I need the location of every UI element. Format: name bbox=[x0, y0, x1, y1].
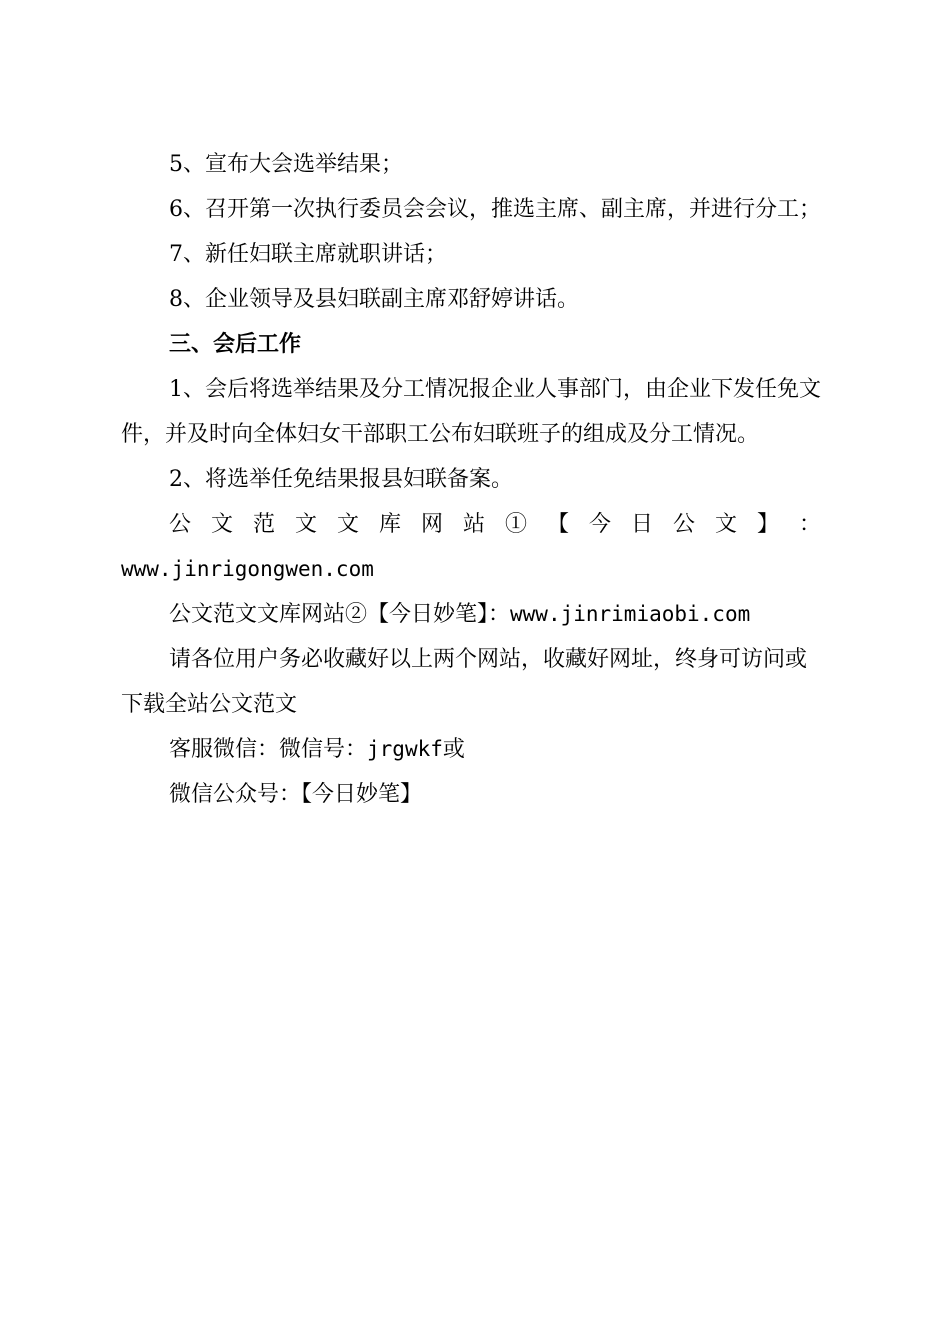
post-meeting-item-1: 1、会后将选举结果及分工情况报企业人事部门，由企业下发任免文件，并及时向全体妇女干部职工公布妇联班子的组成及分工情况。 bbox=[121, 377, 821, 447]
service-suffix: 或 bbox=[442, 737, 465, 762]
document-body bbox=[121, 142, 821, 817]
site2-label: 公文范文文库网站②【今日妙笔】： bbox=[169, 602, 511, 627]
public-account-line: 微信公众号：【今日妙笔】 bbox=[169, 782, 423, 807]
item-6: 6、召开第一次执行委员会会议，推选主席、副主席，并进行分工； bbox=[169, 197, 821, 222]
customer-service-line bbox=[121, 727, 821, 772]
site1-url-line bbox=[121, 547, 821, 592]
item-7: 7、新任妇联主席就职讲话； bbox=[169, 242, 447, 267]
site2-line bbox=[121, 592, 821, 637]
site2-url-link[interactable]: www.jinrimiaobi.com bbox=[510, 602, 751, 626]
site1-label: 公 文 范 文 文 库 网 站 ① 【 今 日 公 文 】 ： bbox=[169, 512, 821, 537]
site1-url-link[interactable]: www.jinrigongwen.com bbox=[121, 557, 374, 581]
service-wechat-id: jrgwkf bbox=[367, 737, 443, 761]
item-8: 8、企业领导及县妇联副主席邓舒婷讲话。 bbox=[169, 287, 579, 312]
section-three-heading: 三、会后工作 bbox=[169, 332, 302, 357]
service-prefix: 客服微信：微信号： bbox=[169, 737, 368, 762]
post-meeting-item-2: 2、将选举任免结果报县妇联备案。 bbox=[169, 467, 513, 492]
item-5: 5、宣布大会选举结果； bbox=[169, 152, 403, 177]
bookmark-reminder: 请各位用户务必收藏好以上两个网站，收藏好网址，终身可访问或下载全站公文范文 bbox=[121, 647, 808, 717]
